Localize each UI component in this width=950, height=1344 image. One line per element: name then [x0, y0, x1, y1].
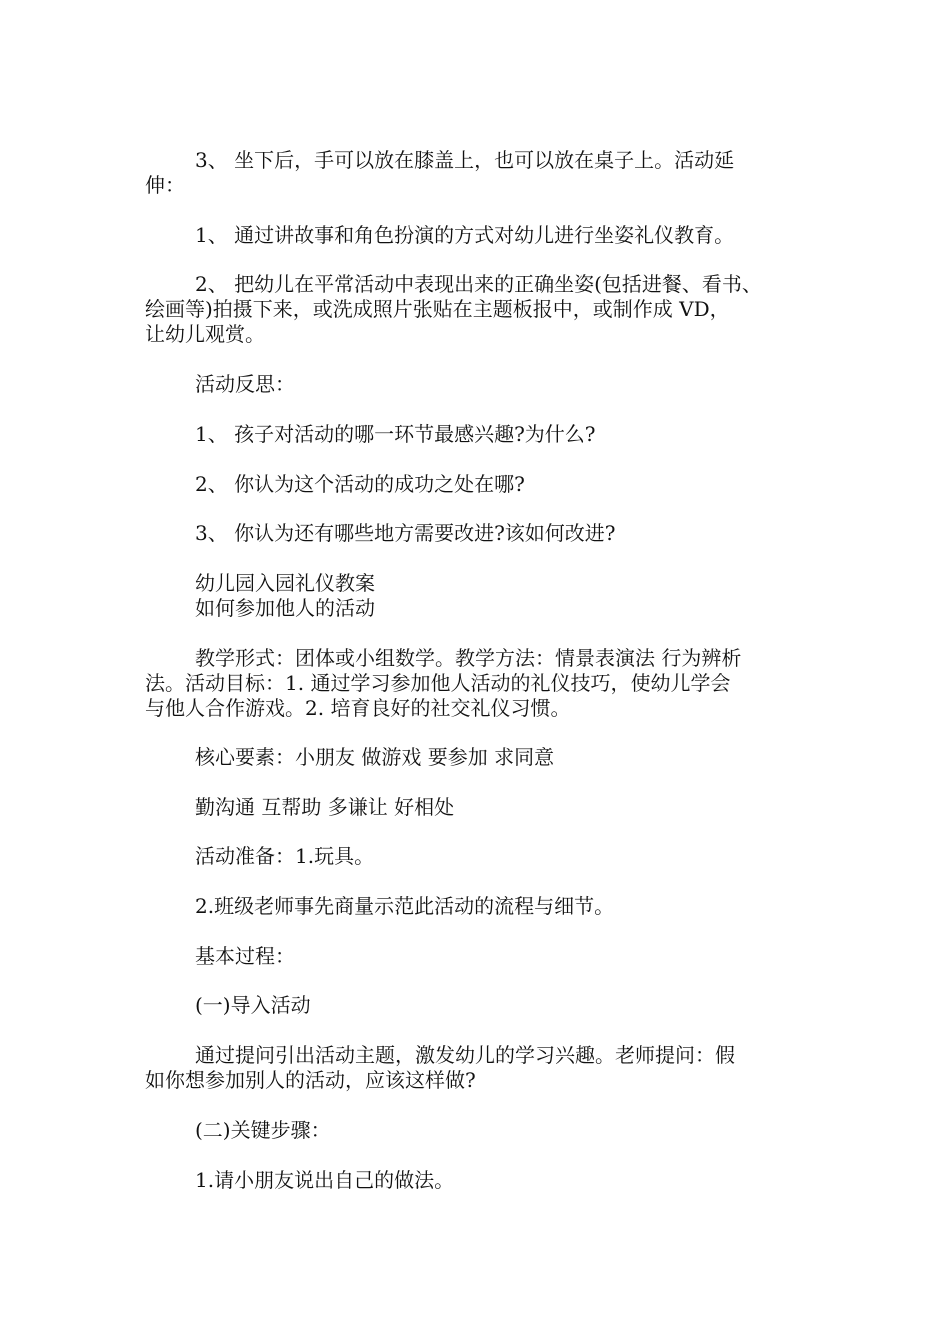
text-line: 幼儿园入园礼仪教案 [195, 571, 375, 595]
paragraph-preparation [145, 844, 815, 869]
reflection-question-3 [145, 521, 815, 546]
paragraph-introduction [145, 1043, 815, 1093]
text-line: 2.班级老师事先商量示范此活动的流程与细节。 [195, 894, 615, 918]
text-line: 活动反思： [195, 372, 295, 396]
paragraph-preparation-2 [145, 894, 815, 919]
text-line: 绘画等)拍摄下来，或洗成照片张贴在主题板报中，或制作成 VD， [145, 297, 730, 321]
paragraph-extension-1 [145, 223, 815, 248]
text-line: 2、 你认为这个活动的成功之处在哪? [195, 472, 525, 496]
text-line: 基本过程： [195, 944, 295, 968]
text-line: 3、 你认为还有哪些地方需要改进?该如何改进? [195, 521, 616, 545]
text-line: 如何参加他人的活动 [195, 596, 375, 620]
text-line: 与他人合作游戏。2. 培育良好的社交礼仪习惯。 [145, 696, 571, 720]
text-line: 2、 把幼儿在平常活动中表现出来的正确坐姿(包括进餐、看书、 [195, 272, 762, 296]
text-line: 勤沟通 互帮助 多谦让 好相处 [195, 795, 455, 819]
heading-key-steps [145, 1118, 815, 1143]
reflection-question-2 [145, 472, 815, 497]
text-line: 1.请小朋友说出自己的做法。 [195, 1168, 455, 1192]
text-line: 如你想参加别人的活动，应该这样做? [145, 1068, 476, 1092]
paragraph-sitting-hands [145, 148, 815, 198]
text-line: (一)导入活动 [195, 993, 311, 1017]
heading-reflection [145, 372, 815, 397]
text-line: 让幼儿观赏。 [145, 322, 265, 346]
text-line: 伸： [145, 173, 185, 197]
lesson-title [145, 571, 815, 621]
paragraph-core-elements-2 [145, 795, 815, 820]
paragraph-teaching-form [145, 646, 815, 721]
text-line: 1、 通过讲故事和角色扮演的方式对幼儿进行坐姿礼仪教育。 [195, 223, 735, 247]
reflection-question-1 [145, 422, 815, 447]
text-line: 活动准备：1.玩具。 [195, 844, 375, 868]
text-line: 3、 坐下后，手可以放在膝盖上，也可以放在桌子上。活动延 [195, 148, 735, 172]
text-line: 核心要素：小朋友 做游戏 要参加 求同意 [195, 745, 555, 769]
text-line: 教学形式：团体或小组数学。教学方法：情景表演法 行为辨析 [195, 646, 742, 670]
text-line: 1、 孩子对活动的哪一环节最感兴趣?为什么? [195, 422, 596, 446]
text-line: 法。活动目标：1. 通过学习参加他人活动的礼仪技巧，使幼儿学会 [145, 671, 731, 695]
paragraph-key-step-1 [145, 1168, 815, 1193]
heading-introduction [145, 993, 815, 1018]
paragraph-core-elements [145, 745, 815, 770]
paragraph-extension-2 [145, 272, 815, 347]
heading-basic-process [145, 944, 815, 969]
text-line: (二)关键步骤： [195, 1118, 331, 1142]
text-line: 通过提问引出活动主题，激发幼儿的学习兴趣。老师提问：假 [195, 1043, 735, 1067]
